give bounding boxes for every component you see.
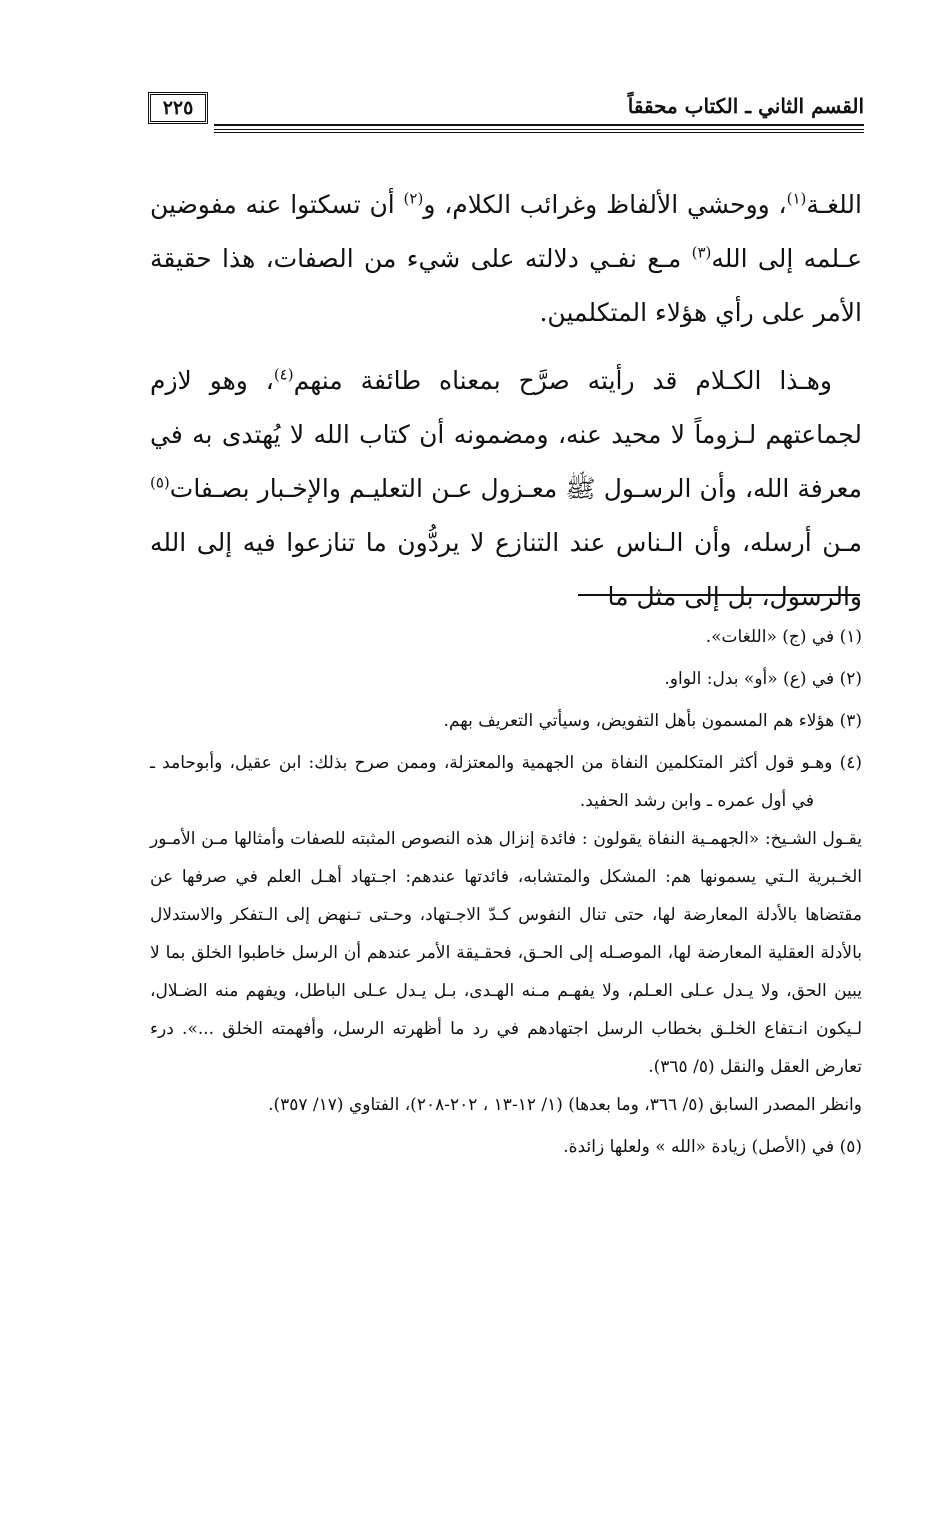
running-title: القسم الثاني ـ الكتاب محققاً	[627, 94, 864, 118]
footnote-separator	[578, 594, 860, 596]
body-paragraph	[150, 178, 862, 340]
body-text-segment: وهـذا الكـلام قد رأيته صرَّح بمعناه طائفة منهم	[293, 366, 832, 395]
main-text	[150, 178, 862, 624]
footnote: (٤) وهـو قول أكثر المتكلمين النفاة من الجهمية والمعتزلة، وممن صرح بذلك: ابن عقيل، وأبوحامد ـ في أول عمره ـ وابن رشد الحفيد.	[150, 753, 862, 811]
body-text-segment: ، وهو لازم لجماعتهم لـزوماً لا محيد عنه، ومضمونه أن كتاب الله لا يُهتدى به في معرفة الله، وأن الرسـول ﷺ معـزول عـن التعليـم والإخـبار بصـفات	[150, 366, 862, 503]
footnotes	[150, 618, 862, 1166]
body-text-segment: مـع نفـي دلالته على شيء من الصفات، هذا حقيقة الأمر على رأي هؤلاء المتكلمين.	[150, 244, 862, 327]
body-text-segment: اللغـة	[806, 190, 862, 219]
header-rule-thin	[214, 132, 864, 133]
body-text-segment: أن تسكتوا عنه مفوضين عـلمه إلى الله	[150, 190, 862, 273]
page-header	[148, 88, 864, 144]
footnote-continuation: وانظر المصدر السابق (٥/ ٣٦٦، وما بعدها) (١/ ١٢-١٣ ، ٢٠٢-٢٠٨)، الفتاوي (١٧/ ٣٥٧).	[268, 1095, 862, 1115]
footnote-reference[interactable]: (٢)	[403, 189, 424, 208]
footnote-reference[interactable]: (٤)	[273, 365, 294, 384]
footnote: (٥) في (الأصل) زيادة «الله » ولعلها زائدة.	[563, 1137, 862, 1157]
footnote-reference[interactable]: (٣)	[691, 243, 712, 262]
footnote: (٣) هؤلاء هم المسمون بأهل التفويض، وسيأتي التعريف بهم.	[443, 711, 862, 731]
footnote: (١) في (ج) «اللغات».	[705, 627, 862, 647]
footnote-continuation: يقـول الشـيخ: «الجهمـية النفاة يقولون : فائدة إنزال هذه النصوص المثبته للصفات وأمثالها مـن الأمـور الخـبرية الـتي يسمونها هم: المشكل والمتشابه، فائدتها عندهم: اجـتهاد أهـل العلم في صرفها عن مقتضاها بالأدلة المعارضة لها، حتى تنال النفوس كـدّ الاجـتهاد، وحـتى تـنهض إلى الـتفكر والاستدلال بالأدلة العقلية المعارضة لها، الموصـله إلى الحـق، فحقـيقة الأمر عندهم أن الرسل خاطبوا الخلق بما لا يبين الحق، ولا يـدل عـلى العـلم، ولا يفهـم مـنه الهـدى، بـل يـدل عـلى الباطل، ويفهم منه الضـلال، لـيكون انـتفاع الخلـق بخطاب الرسل اجتهادهم في رد ما أظهرته الرسل، وأفهمته الخلق ...». درء تعارض العقل والنقل (٥/ ٣٦٥).	[150, 829, 863, 1077]
page-number: ٢٢٥	[148, 92, 208, 124]
body-paragraph	[150, 354, 862, 624]
body-text-segment: مـن أرسله، وأن الـناس عند التنازع لا يردُّون ما تنازعوا فيه إلى الله والرسول، بل إلى مثل ما	[150, 528, 862, 611]
footnote: (٢) في (ع) «أو» بدل: الواو.	[664, 669, 862, 689]
body-text-segment: ، ووحشي الألفاظ وغرائب الكلام، و	[423, 190, 787, 219]
header-rule	[214, 124, 864, 130]
footnote-reference[interactable]: (١)	[786, 189, 807, 208]
footnote-reference[interactable]: (٥)	[150, 473, 170, 492]
